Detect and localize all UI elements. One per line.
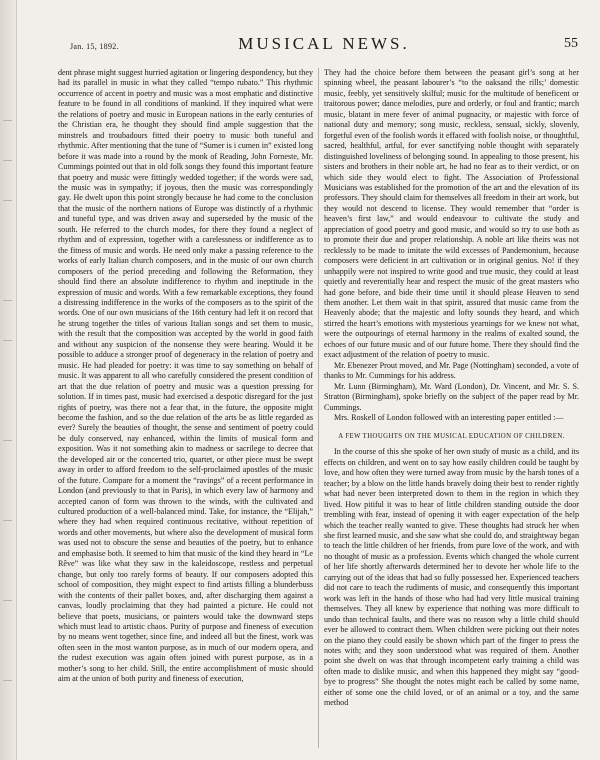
column-divider bbox=[318, 68, 319, 748]
left-column bbox=[58, 68, 313, 750]
right-column bbox=[324, 68, 579, 750]
right-paragraph: They had the choice before them between the peasant girl’s song at her spinning wheel, the peasant labourer’s “to the oaksand the rills;’ domestic music, feebly, yet sensitively skilful; music for the multitude of beneficent or traitorous power; dance melodies, pure and orderly, or foul and frantic; march music, blatant in mere fever of animal pugnacity, or majestic with force of national duty and memory; song music, reckless, sensual, sickly, slovenly, forgetful even of the foolish words it effaced with foolish noise, or thoughtful, sacred, healthful, artful, for ever sanctifying noble thought with separately distinguished loveliness of belonging sound. In appealing to those present, his sisters and brothers in their noble art, he had no fear as to their verdict, or on which side they would elect to fight. The Association of Professional Musicians was established for the promotion of the art and the elevation of its professors. They should claim for themselves all freedom in their art work, but they would not descend to license. They would remember that “order is heaven’s first law,” and would endeavour to cultivate the study and appreciation of good poetry and good music, and would so try to use both as to promote their due and proper relationship. A noble art like theirs was not recklessly to be made to imitate the wild excesses of Pandemonium, because composers were deficient in art cultivation or in original genius. No! if they unhappily were not inspired to write good and true music, they could at least quietly and reverentially hear and respect the music of the great masters who had gone before, and bide their time until it should please Heaven to send them another. Let them wait in that spirit, assured that music came from the Heavenly abode; that the majestic and lofty sounds they heard, and which stirred the heart’s emotions with mysterious yearnings for we knew not what, were the outpourings of eternal harmony in the realms of exalted sound, the echoes of our future music and of our future home. There they should find the exact adjustment of the relation of poetry to music. bbox=[324, 68, 579, 360]
right-paragraph: Mrs. Roskell of London followed with an interesting paper entitled :— bbox=[334, 412, 564, 422]
binding-gutter bbox=[0, 0, 17, 760]
journal-title: MUSICAL NEWS. bbox=[238, 34, 410, 53]
section-paragraph: In the course of this she spoke of her own study of music as a child, and its effects on children, and went on to say how easily children could be taught by love, and how often they were turned away from music by the harsh tones of a teacher; by a blow on the little hands bravely doing their best to render rightly what had never been interpreted down to them in the region in which they lived. How pitiful it was to hear of little children standing outside the door trembling with fear, instead of opening it with eager expectation of the help which the teacher really wanted to give. These thoughts had struck her when she first learned music, and she saw what she could do, and straightway began to teach the little children of her friends, from pure love of the work, and with no thought of music as a profession. Events which changed the whole current of her life shortly afterwards determined her to devote her whole life to the carrying out of the ideas that had so fully possessed her. Experienced teachers did not care to teach the rudiments of music, and consequently this important work was left in the hands of those who had had very little musical training themselves. They all knew by experience that nothing was more difficult to undo than technical faults, and there was no reason why a little child should ever be allowed to contract them. When children were picking out their notes on the piano they could easily be shown which part of the finger to press the notes with; and they soon understood what was required of them. Another point she dwelt on was that through incompetent early training a child was often made to dislike music, and when this happened they might say “good-bye to progress” She thought the notes might each be called by some name, either of some one the child loved, or of an animal or a toy, and the same method bbox=[324, 447, 579, 708]
section-heading: A FEW THOUGHTS ON THE MUSICAL EDUCATION OF CHILDREN. bbox=[338, 433, 565, 441]
page-header bbox=[70, 34, 578, 60]
right-paragraph: Mr. Ebenezer Prout moved, and Mr. Page (Nottingham) seconded, a vote of thanks to Mr. Cummings for his address. bbox=[324, 360, 579, 381]
issue-date: Jan. 15, 1892. bbox=[70, 42, 119, 51]
page-number: 55 bbox=[564, 36, 578, 51]
left-paragraph: dent phrase might suggest hurried agitation or lingering despondency, but they had its parallel in music in what they called “tempo rubato.” This rhythmic occurrence of accent in poetry and music was a most emphatic and distinctive feature to be found in all conditions of mankind. If they inquired what were the relations of poetry and music in European nations in the early centuries of the Christian era, he thought they should find ample suggestion that the minstrels and troubadours fitted their poetry to music both tuneful and rhythmic. After mentioning that the tune of “Sumer is i cumen in” existed long before it was made into a round by the monk of Reading, John Forneste, Mr. Cummings pointed out that in old folk songs they found this important feature that poetry and music were fittingly wedded together; if the words were sad, the music was in sympathy; if joyous, then the music was correspondingly gay. He dwelt upon this point strongly because he had come to the conclusion that the music of the northern nations of Europe was distinctly of a rhythmic and tuneful type, and was driven away and superseded by the music of the south. He referred to the church modes, for there they found a neglect of rhythm and of expression, together with a carelessness or indifference as to the fitness of music and words. He need only make a passing reference to the works of early Italian church composers, and in the music of our own church composers of the period preceding and following the Reformation, they should find there an absolute indifference to rhythm and ineptitude in the expression of music and words. With a few remarkable exceptions, they found a distressing indifference in the works of the composers as to the spirit of the words. One of our own musicians of the 16th century had left it on record that he strung together the titles of various Italian songs and set them to music, with the result that the composition was accepted by the world in good faith and without any suspicion of the nonsense they were hearing. Would it be possible to adduce a stronger proof of degeneracy in the relation of poetry and music. He had pleaded for poetry: it was time to say something on behalf of music. It was apparent to all who carefully considered the present condition of art that the due relation of poetry and music was a question pressing for solution. If in times past, music had exercised a despotic disregard for the just rights of poetry, was there not a fear that, in the future, the opposite might become the fashion, and so the due relation of the arts be as little regarded as ever? Surely the beauties of thought, the sense and sentiment of poetry could be duly conserved, nay enhanced, within the limits of musical form and exposition. Was it not something akin to madness or sacrilege to decree that the developed air or the concerted trio, quartet, or other piece must be swept away in order to afford freedom to the self-proclaimed apostles of the music of the future. Compare for a moment the “ravings” of a recent performance in London (and previously to that in Paris), in which every law of harmony and accepted canon of form was thrown to the winds, with the cultivated and cultured production of a well-balanced mind. Take, for instance, the “Elijah,” where they had when required continuous recitative, without repetition of words and other movements, but where also the development of musical form was used not to obscure the sense and beauties of the poetry, but to enhance and emphasise both. It seemed to him that music of the kind they heard in “Le Rêve” was like what they saw in the kaleidoscope, restless and perpetual change, but only too rarely forms of beauty. If our composers adopted this school of composition, they might expect to find artists filling a blunderbuss with the contents of their pallet boxes, and, after discharging them against a canvas, loudly proclaiming that they had painted a picture. He could not believe that poets, musicians, or painters would take the downward steps which must lead to artistic chaos. Purity of purpose and fineness of execution by no means went together, since fine, and indeed all but the finest, work was often seen in the most wanton purpose, as in much of our modern opera, and the rudest execution was again often joined with purest purpose, as in a mother’s song to her child. Still, the entire accomplishment of music should aim at the union of both purity and fineness of execution, bbox=[58, 68, 313, 684]
right-paragraph: Mr. Lunn (Birmingham), Mr. Ward (London), Dr. Vincent, and Mr. S. S. Stratton (Birmingham), spoke briefly on the subject of the paper read by Mr. Cummings. bbox=[324, 381, 579, 412]
